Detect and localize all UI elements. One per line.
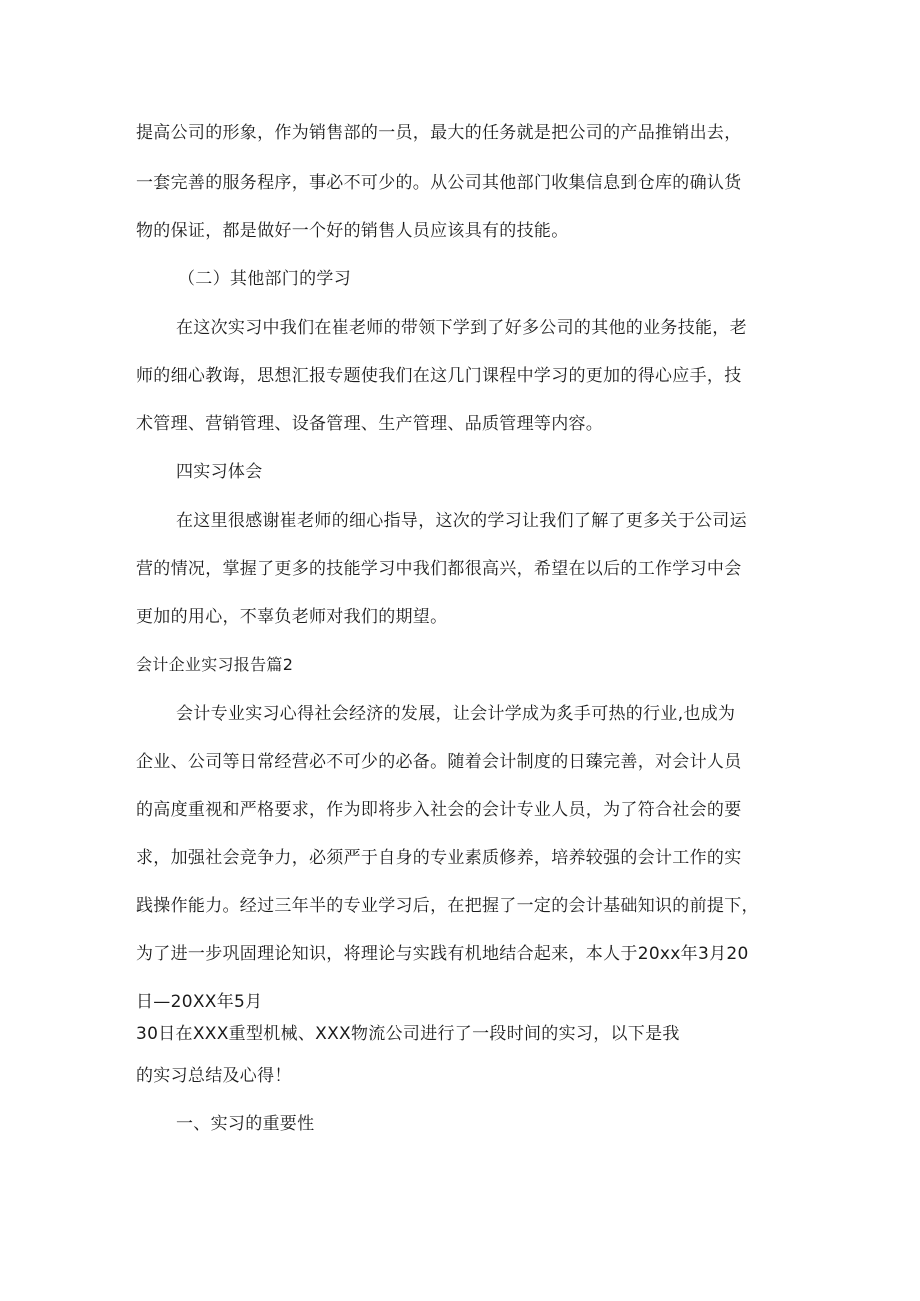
- paragraph-line: 在这里很感谢崔老师的细心指导，这次的学习让我们了解了更多关于公司运: [176, 511, 747, 531]
- paragraph-line: 为了进一步巩固理论知识，将理论与实践有机地结合起来，本人于20xx年3月20: [136, 944, 749, 964]
- paragraph-line: 更加的用心，不辜负老师对我们的期望。: [136, 607, 448, 627]
- paragraph-line: 的高度重视和严格要求，作为即将步入社会的会计专业人员，为了符合社会的要: [136, 800, 742, 820]
- paragraph-line: 术管理、营销管理、设备管理、生产管理、品质管理等内容。: [136, 414, 604, 434]
- paragraph-line: 践操作能力。经过三年半的专业学习后，在把握了一定的会计基础知识的前提下，: [136, 896, 759, 916]
- paragraph-line: 企业、公司等日常经营必不可少的必备。随着会计制度的日臻完善，对会计人员: [136, 752, 742, 772]
- paragraph-line: 在这次实习中我们在崔老师的带领下学到了好多公司的其他的业务技能，老: [176, 318, 747, 338]
- paragraph-line: 提高公司的形象，作为销售部的一员，最大的任务就是把公司的产品推销出去，: [136, 123, 742, 143]
- paragraph-line: 会计专业实习心得社会经济的发展，让会计学成为炙手可热的行业,也成为: [176, 704, 736, 724]
- paragraph-line: 营的情况，掌握了更多的技能学习中我们都很高兴，希望在以后的工作学习中会: [136, 559, 742, 579]
- paragraph-line: 一套完善的服务程序，事必不可少的。从公司其他部门收集信息到仓库的确认货: [136, 173, 742, 193]
- paragraph-line: 物的保证，都是做好一个好的销售人员应该具有的技能。: [136, 221, 569, 241]
- paragraph-line: 日—20XX年5月: [136, 992, 263, 1012]
- subsection-heading: 一、实习的重要性: [176, 1114, 315, 1134]
- paragraph-line: 师的细心教诲，思想汇报专题使我们在这几门课程中学习的更加的得心应手，技: [136, 366, 742, 386]
- section-heading: 会计企业实习报告篇2: [136, 655, 294, 674]
- paragraph-line: 求，加强社会竞争力，必须严于自身的专业素质修养，培养较强的会计工作的实: [136, 848, 742, 868]
- subsection-heading: 四实习体会: [176, 462, 263, 482]
- subsection-heading: （二）其他部门的学习: [178, 269, 351, 289]
- paragraph-line: 30日在XXX重型机械、XXX物流公司进行了一段时间的实习，以下是我: [136, 1024, 680, 1044]
- paragraph-line: 的实习总结及心得！: [136, 1066, 292, 1086]
